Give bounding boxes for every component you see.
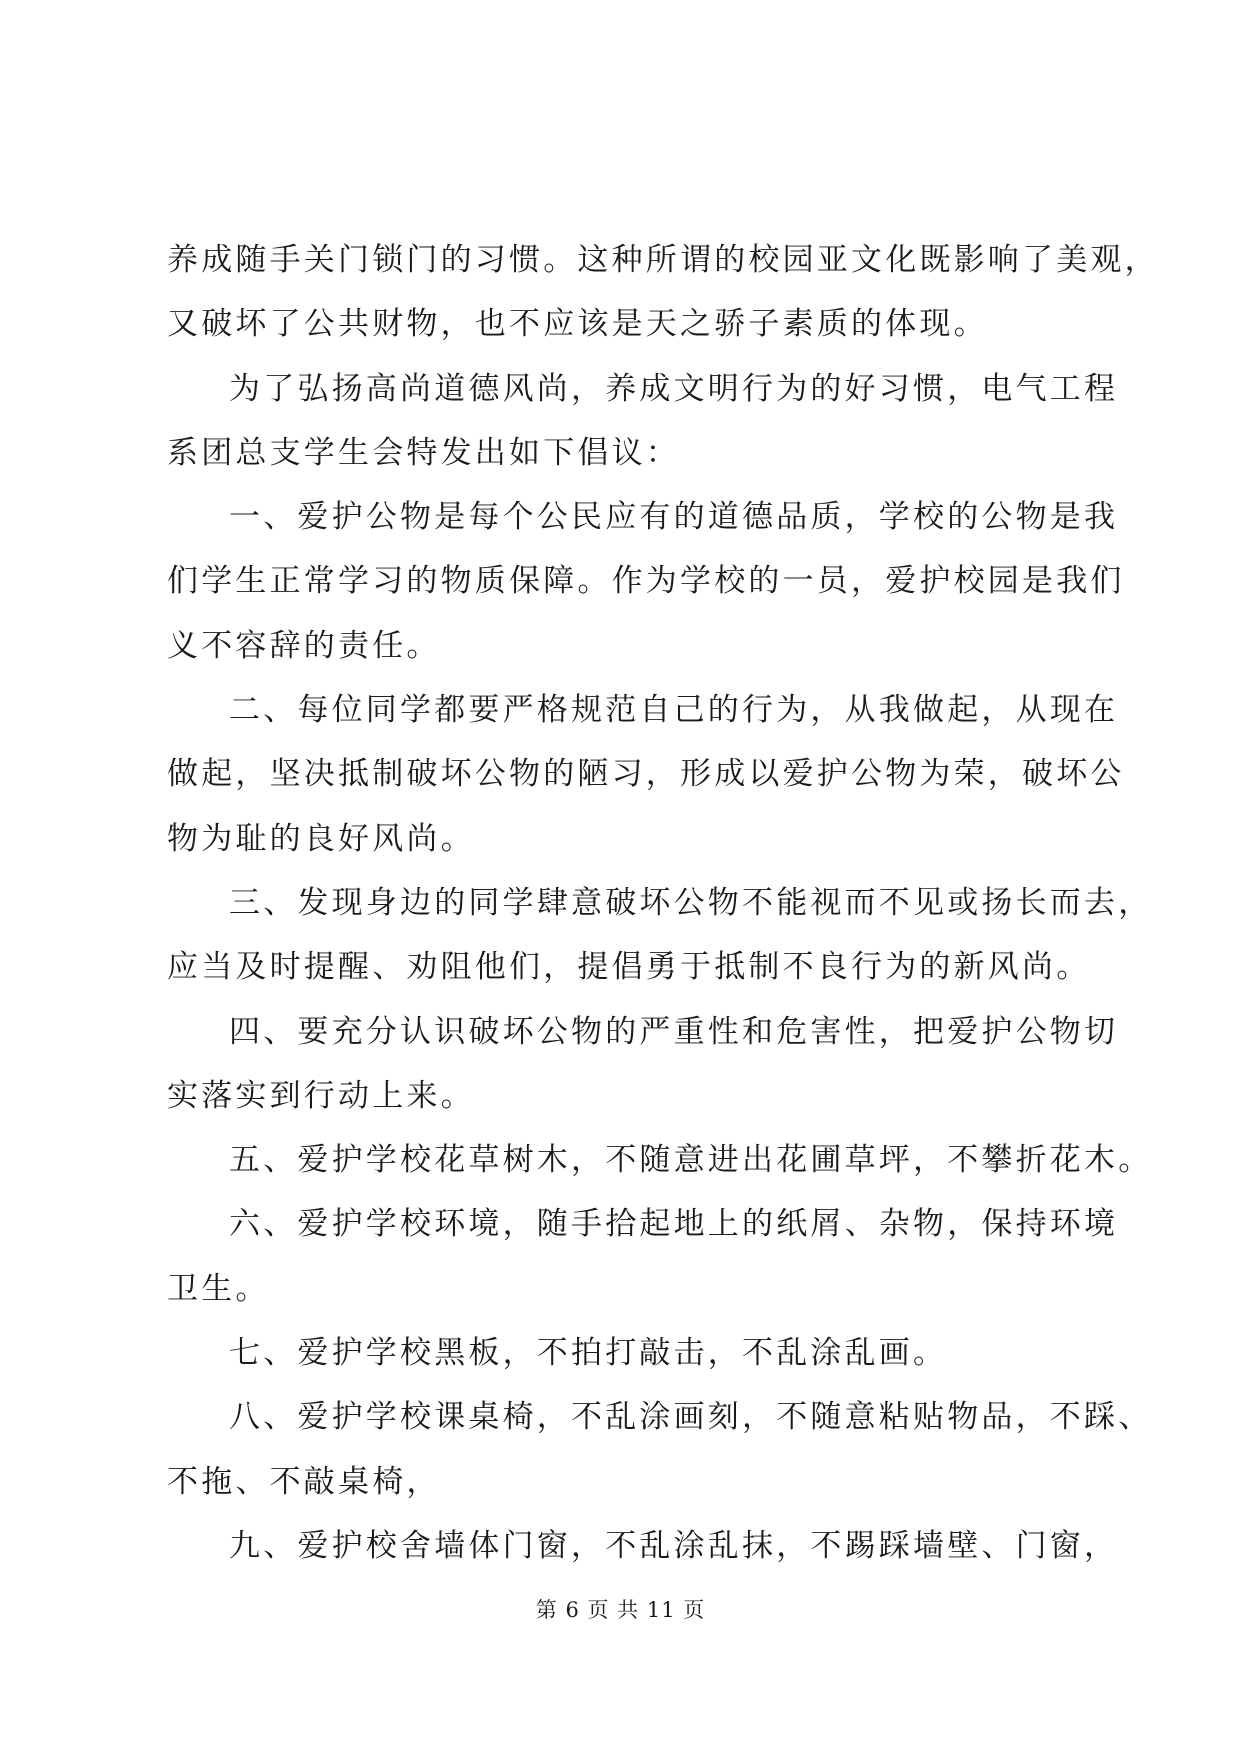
text-line: 义不容辞的责任。 [167, 627, 441, 664]
text-line: 做起，坚决抵制破坏公物的陋习，形成以爱护公物为荣，破坏公 [167, 756, 1125, 793]
text-line: 卫生。 [167, 1270, 270, 1307]
text-line: 四、要充分认识破坏公物的严重性和危害性，把爱护公物切 [229, 1013, 1119, 1050]
text-line: 八、爱护学校课桌椅，不乱涂画刻，不随意粘贴物品，不踩、 [229, 1399, 1153, 1436]
text-line: 们学生正常学习的物质保障。作为学校的一员，爱护校园是我们 [167, 563, 1125, 600]
page-number-footer: 第 6 页 共 11 页 [535, 1598, 706, 1622]
text-line: 养成随手关门锁门的习惯。这种所谓的校园亚文化既影响了美观， [167, 242, 1159, 278]
text-line: 六、爱护学校环境，随手拾起地上的纸屑、杂物，保持环境 [229, 1206, 1119, 1243]
text-line: 一、爱护公物是每个公民应有的道德品质，学校的公物是我 [229, 499, 1119, 536]
text-line: 五、爱护学校花草树木，不随意进出花圃草坪，不攀折花木。 [229, 1142, 1153, 1179]
text-line: 物为耻的良好风尚。 [167, 820, 475, 857]
document-body [167, 228, 1159, 1578]
text-line: 系团总支学生会特发出如下倡议： [167, 434, 680, 471]
text-line: 九、爱护校舍墙体门窗，不乱涂乱抹，不踢踩墙壁、门窗， [229, 1527, 1119, 1564]
text-line: 实落实到行动上来。 [167, 1077, 475, 1114]
text-line: 三、发现身边的同学肆意破坏公物不能视而不见或扬长而去， [229, 884, 1153, 921]
text-line: 又破坏了公共财物，也不应该是天之骄子素质的体现。 [167, 306, 988, 343]
text-line: 二、每位同学都要严格规范自己的行为，从我做起，从现在 [229, 692, 1119, 729]
text-line: 不拖、不敲桌椅， [167, 1463, 441, 1500]
text-line: 为了弘扬高尚道德风尚，养成文明行为的好习惯，电气工程 [229, 370, 1119, 407]
text-line: 应当及时提醒、劝阻他们，提倡勇于抵制不良行为的新风尚。 [167, 949, 1091, 986]
text-line: 七、爱护学校黑板，不拍打敲击，不乱涂乱画。 [229, 1335, 948, 1372]
